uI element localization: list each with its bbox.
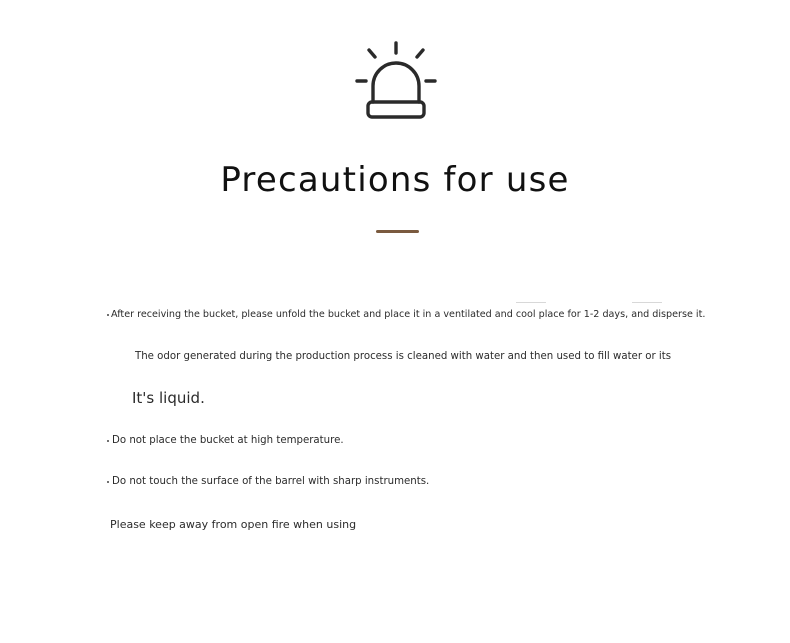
alarm-light-icon (353, 38, 439, 122)
note-item: Do not place the bucket at high temperature. (112, 435, 344, 446)
divider-fragment (516, 302, 546, 303)
title-divider (376, 230, 419, 233)
note-item: It's liquid. (132, 389, 205, 407)
bullet-dot (107, 440, 109, 442)
page-title: Precautions for use (220, 160, 570, 200)
note-item: After receiving the bucket, please unfold the bucket and place it in a ventilated and cool place for 1-2 days, and disperse it. (111, 309, 706, 320)
divider-fragment (632, 302, 662, 303)
note-item: Please keep away from open fire when using (110, 518, 357, 531)
note-item: The odor generated during the production process is cleaned with water and then used to fill water or its (135, 351, 672, 362)
note-item: Do not touch the surface of the barrel with sharp instruments. (112, 476, 430, 487)
bullet-dot (107, 314, 109, 316)
bullet-dot (107, 481, 109, 483)
